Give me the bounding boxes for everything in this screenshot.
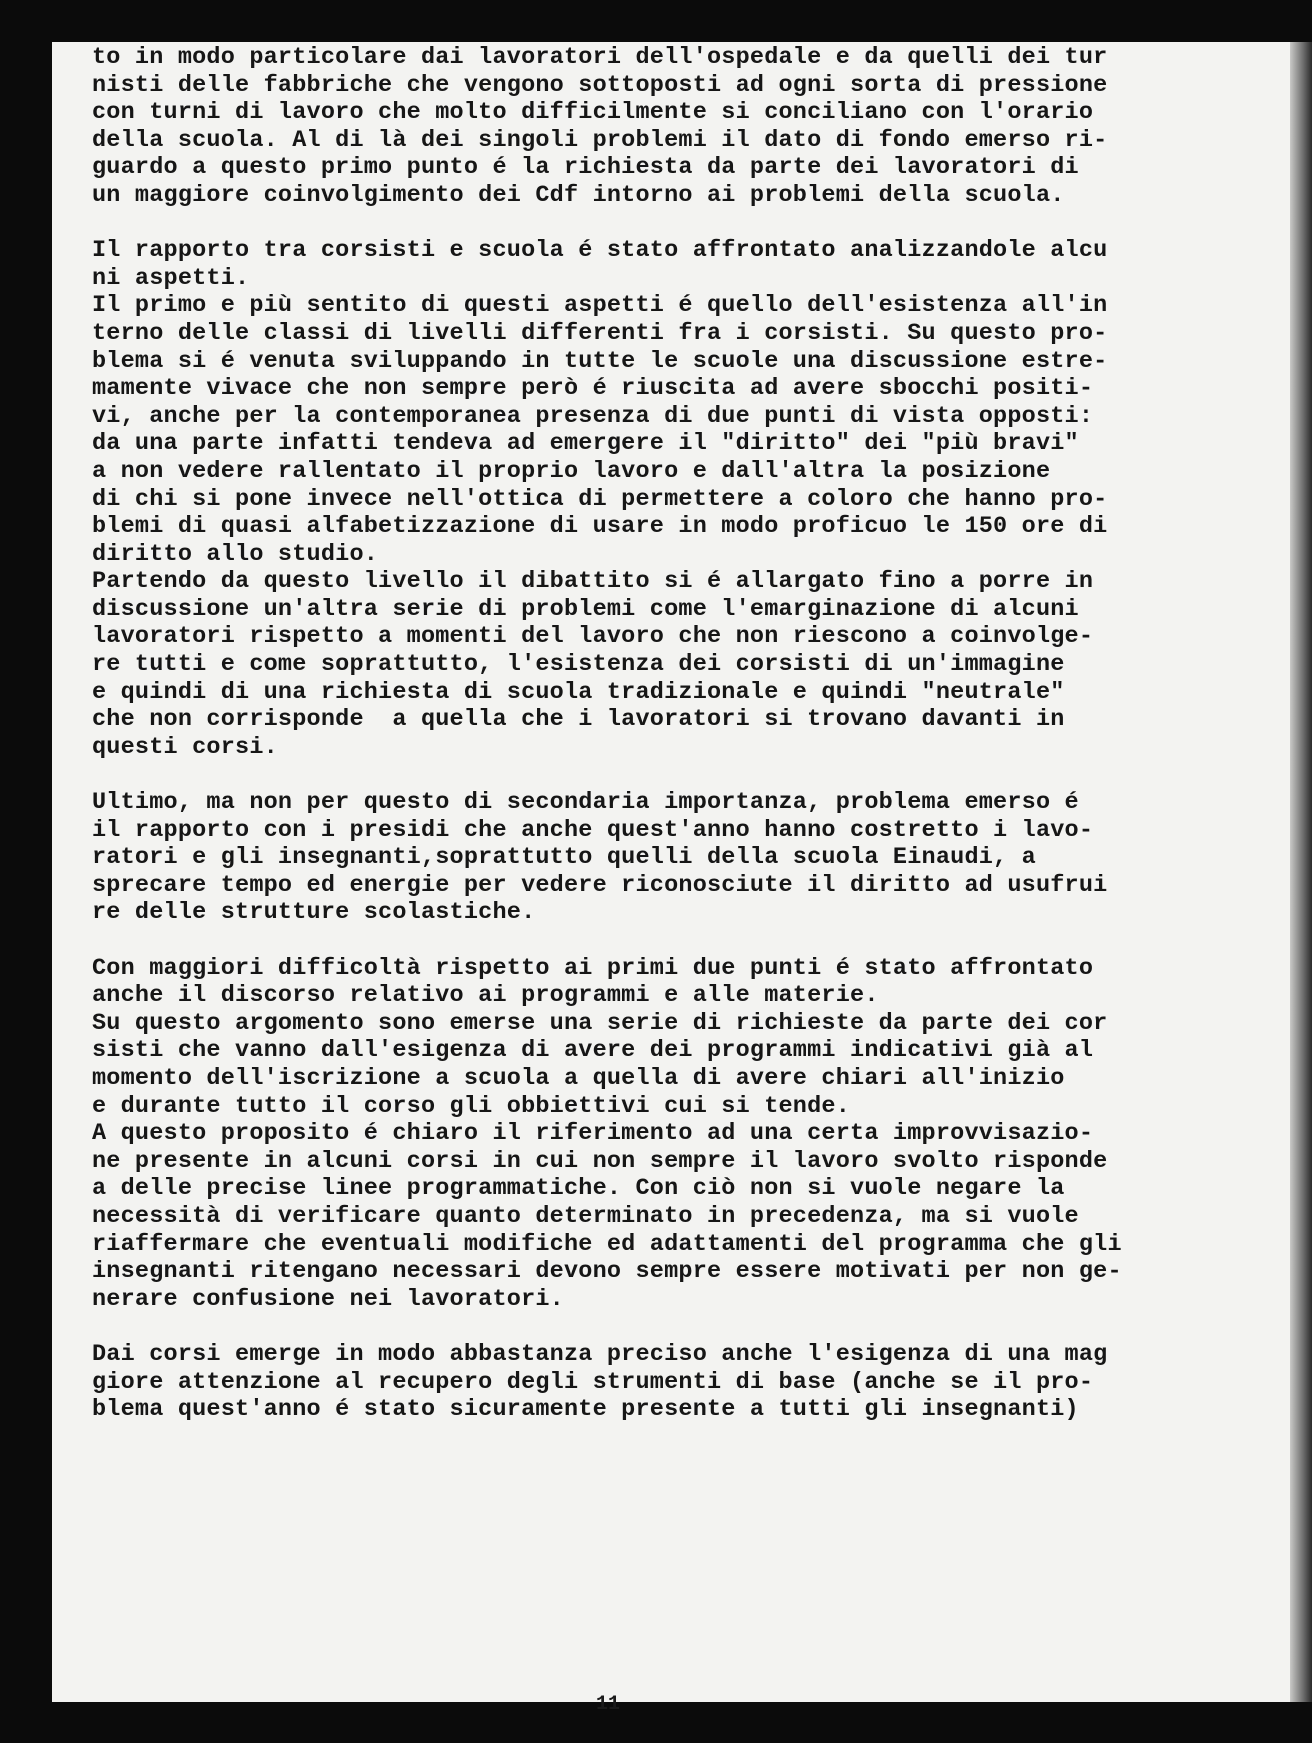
text-line: un maggiore coinvolgimento dei Cdf intorno ai problemi della scuola. [92, 181, 1065, 209]
text-line: della scuola. Al di là dei singoli problemi il dato di fondo emerso ri- [92, 126, 1108, 154]
text-line: blema quest'anno é stato sicuramente presente a tutti gli insegnanti) [92, 1396, 1079, 1424]
text-line: re tutti e come soprattutto, l'esistenza dei corsisti di un'immagine [92, 651, 1065, 679]
text-line: ratori e gli insegnanti,soprattutto quelli della scuola Einaudi, a [92, 844, 1036, 872]
text-line: blemi di quasi alfabetizzazione di usare in modo proficuo le 150 ore di [92, 513, 1108, 541]
text-line: sisti che vanno dall'esigenza di avere dei programmi indicativi già al [92, 1037, 1094, 1065]
text-line: a non vedere rallentato il proprio lavoro e dall'altra la posizione [92, 457, 1051, 485]
text-line: ni aspetti. [92, 264, 250, 292]
text-line: terno delle classi di livelli differenti fra i corsisti. Su questo pro- [92, 319, 1108, 347]
text-line: Dai corsi emerge in modo abbastanza preciso anche l'esigenza di una mag [92, 1340, 1108, 1368]
text-line: Ultimo, ma non per questo di secondaria importanza, problema emerso é [92, 789, 1079, 817]
text-line: to in modo particolare dai lavoratori dell'ospedale e da quelli dei tur [92, 44, 1108, 71]
text-line: questi corsi. [92, 733, 278, 761]
text-line: Il rapporto tra corsisti e scuola é stato affrontato analizzandole alcu [92, 237, 1108, 265]
paragraph [92, 955, 1202, 1314]
paragraph [92, 1341, 1202, 1424]
document-body [92, 44, 1202, 1451]
text-line: lavoratori rispetto a momenti del lavoro che non riescono a coinvolge- [92, 623, 1094, 651]
text-line: da una parte infatti tendeva ad emergere il "diritto" dei "più bravi" [92, 430, 1079, 458]
text-line: con turni di lavoro che molto difficilmente si conciliano con l'orario [92, 99, 1094, 127]
text-line: diritto allo studio. [92, 540, 379, 568]
text-line: blema si é venuta sviluppando in tutte le scuole una discussione estre- [92, 347, 1108, 375]
text-line: guardo a questo primo punto é la richiesta da parte dei lavoratori di [92, 154, 1079, 182]
text-line: insegnanti ritengano necessari devono sempre essere motivati per non ge- [92, 1258, 1122, 1286]
text-line: Partendo da questo livello il dibattito si é allargato fino a porre in [92, 568, 1094, 596]
text-line: re delle strutture scolastiche. [92, 899, 536, 927]
paragraph [92, 237, 1202, 761]
text-line: ne presente in alcuni corsi in cui non sempre il lavoro svolto risponde [92, 1147, 1108, 1175]
text-line: Su questo argomento sono emerse una serie di richieste da parte dei cor [92, 1009, 1108, 1037]
text-line: Con maggiori difficoltà rispetto ai primi due punti é stato affrontato [92, 954, 1094, 982]
text-line: a delle precise linee programmatiche. Con ciò non si vuole negare la [92, 1175, 1065, 1203]
text-line: riaffermare che eventuali modifiche ed adattamenti del programma che gli [92, 1230, 1122, 1258]
paragraph [92, 789, 1202, 927]
text-line: anche il discorso relativo ai programmi e alle materie. [92, 982, 879, 1010]
text-line: A questo proposito é chiaro il riferimento ad una certa improvvisazio- [92, 1120, 1094, 1148]
text-line: e durante tutto il corso gli obbiettivi cui si tende. [92, 1092, 851, 1120]
text-line: nisti delle fabbriche che vengono sottoposti ad ogni sorta di pressione [92, 71, 1108, 99]
text-line: momento dell'iscrizione a scuola a quella di avere chiari all'inizio [92, 1064, 1065, 1092]
text-line: nerare confusione nei lavoratori. [92, 1285, 564, 1313]
text-line: giore attenzione al recupero degli strumenti di base (anche se il pro- [92, 1368, 1094, 1396]
text-line: Il primo e più sentito di questi aspetti é quello dell'esistenza all'in [92, 292, 1108, 320]
paragraph [92, 44, 1202, 210]
page-number: 11 [596, 1693, 621, 1716]
text-line: vi, anche per la contemporanea presenza di due punti di vista opposti: [92, 402, 1094, 430]
text-line: di chi si pone invece nell'ottica di permettere a coloro che hanno pro- [92, 485, 1108, 513]
text-line: necessità di verificare quanto determinato in precedenza, ma si vuole [92, 1202, 1079, 1230]
text-line: discussione un'altra serie di problemi come l'emarginazione di alcuni [92, 595, 1079, 623]
text-line: sprecare tempo ed energie per vedere riconosciute il diritto ad usufrui [92, 871, 1108, 899]
text-line: e quindi di una richiesta di scuola tradizionale e quindi "neutrale" [92, 678, 1065, 706]
page-edge-shadow [1290, 42, 1312, 1702]
text-line: il rapporto con i presidi che anche quest'anno hanno costretto i lavo- [92, 816, 1094, 844]
text-line: che non corrisponde a quella che i lavoratori si trovano davanti in [92, 706, 1065, 734]
text-line: mamente vivace che non sempre però é riuscita ad avere sbocchi positi- [92, 375, 1094, 403]
